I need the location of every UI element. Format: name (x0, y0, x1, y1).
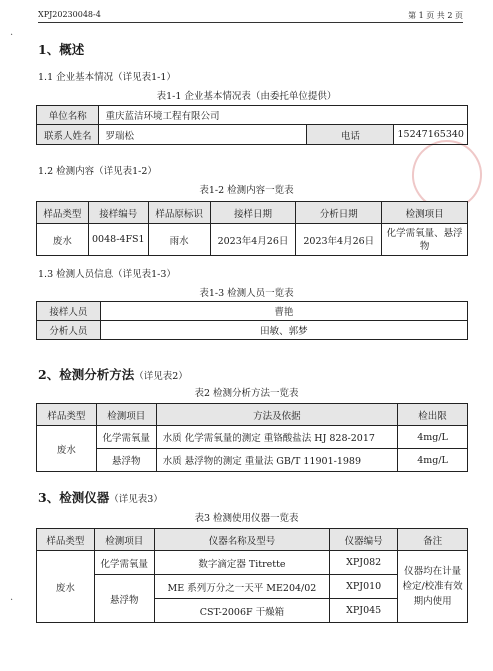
table-cell: ME 系列万分之一天平 ME204/02 (154, 575, 330, 599)
contact-label: 联系人姓名 (37, 125, 99, 145)
column-header: 检测项目 (382, 202, 468, 224)
analysis-method-table (36, 403, 468, 472)
section-2-note: （详见表2） (134, 371, 188, 382)
table-cell: 悬浮物 (94, 575, 154, 623)
column-header: 样品类型 (37, 202, 89, 224)
column-header: 备注 (398, 529, 468, 551)
contact-value: 罗瑞松 (99, 125, 307, 145)
subsection-1-3-heading: 1.3 检测人员信息（详见表1-3） (38, 269, 176, 280)
table-cell: 2023年4月26日 (296, 224, 382, 256)
instrument-table (36, 528, 468, 623)
page-header (38, 10, 463, 22)
subsection-1-2-heading: 1.2 检测内容（详见表1-2） (38, 166, 157, 177)
table-cell: 4mg/L (398, 426, 468, 449)
unit-name-label: 单位名称 (37, 106, 99, 125)
unit-name-value: 重庆蓝洁环境工程有限公司 (99, 106, 468, 125)
section-2-title: 2、检测分析方法 (38, 367, 135, 382)
table-3-caption: 表3 检测使用仪器一览表 (194, 513, 299, 524)
table-cell: 0048-4FS1 (88, 224, 148, 256)
margin-mark: · (10, 595, 14, 606)
detection-content-table (36, 201, 468, 256)
remark-cell: 仪器均在计量检定/校准有效期内使用 (398, 551, 468, 623)
section-2-heading (38, 365, 188, 383)
personnel-table (36, 301, 468, 340)
section-1-heading: 1、概述 (38, 42, 85, 57)
column-header: 分析日期 (296, 202, 382, 224)
document-number: XPJ20230048-4 (38, 10, 101, 19)
column-header: 仪器编号 (330, 529, 398, 551)
table-cell: 化学需氧量、悬浮物 (382, 224, 468, 256)
table-1-3-caption: 表1-3 检测人员一览表 (199, 288, 294, 299)
column-header: 接样编号 (88, 202, 148, 224)
table-cell: XPJ010 (330, 575, 398, 599)
section-3-title: 3、检测仪器 (38, 490, 110, 505)
table-cell: 数字滴定器 Titrette (154, 551, 330, 575)
column-header: 检测项目 (94, 529, 154, 551)
table-cell: 水质 化学需氧量的测定 重铬酸盐法 HJ 828-2017 (156, 426, 397, 449)
analyst-label: 分析人员 (37, 321, 101, 340)
column-header: 检测项目 (96, 404, 156, 426)
table-cell: 雨水 (148, 224, 210, 256)
header-divider (38, 22, 463, 23)
table-cell: CST-2006F 干燥箱 (154, 599, 330, 623)
table-1-1-caption: 表1-1 企业基本情况表（由委托单位提供） (156, 91, 337, 102)
column-header: 样品原标识 (148, 202, 210, 224)
column-header: 仪器名称及型号 (154, 529, 330, 551)
section-3-note: （详见表3） (109, 494, 163, 505)
table-cell: 废水 (37, 224, 89, 256)
table-cell: XPJ045 (330, 599, 398, 623)
analyst-value: 田敏、郭梦 (100, 321, 467, 340)
table-cell: XPJ082 (330, 551, 398, 575)
table-1-2-caption: 表1-2 检测内容一览表 (199, 185, 294, 196)
enterprise-info-table (36, 105, 468, 145)
subsection-1-1-heading: 1.1 企业基本情况（详见表1-1） (38, 72, 176, 83)
page-number: 第 1 页 共 2 页 (408, 11, 463, 20)
margin-mark: · (10, 30, 14, 41)
table-cell: 水质 悬浮物的测定 重量法 GB/T 11901-1989 (156, 449, 397, 472)
phone-label: 电话 (307, 125, 394, 145)
table-cell: 4mg/L (398, 449, 468, 472)
section-3-heading (38, 488, 163, 506)
column-header: 方法及依据 (156, 404, 397, 426)
table-2-caption: 表2 检测分析方法一览表 (194, 388, 299, 399)
column-header: 接样日期 (210, 202, 296, 224)
table-cell: 化学需氧量 (94, 551, 154, 575)
receiver-value: 曹艳 (100, 302, 467, 321)
sample-type-cell: 废水 (37, 551, 95, 623)
table-cell: 2023年4月26日 (210, 224, 296, 256)
sample-type-cell: 废水 (37, 426, 97, 472)
table-cell: 悬浮物 (96, 449, 156, 472)
column-header: 样品类型 (37, 404, 97, 426)
receiver-label: 接样人员 (37, 302, 101, 321)
phone-value: 15247165340 (394, 125, 468, 145)
column-header: 检出限 (398, 404, 468, 426)
table-cell: 化学需氧量 (96, 426, 156, 449)
column-header: 样品类型 (37, 529, 95, 551)
